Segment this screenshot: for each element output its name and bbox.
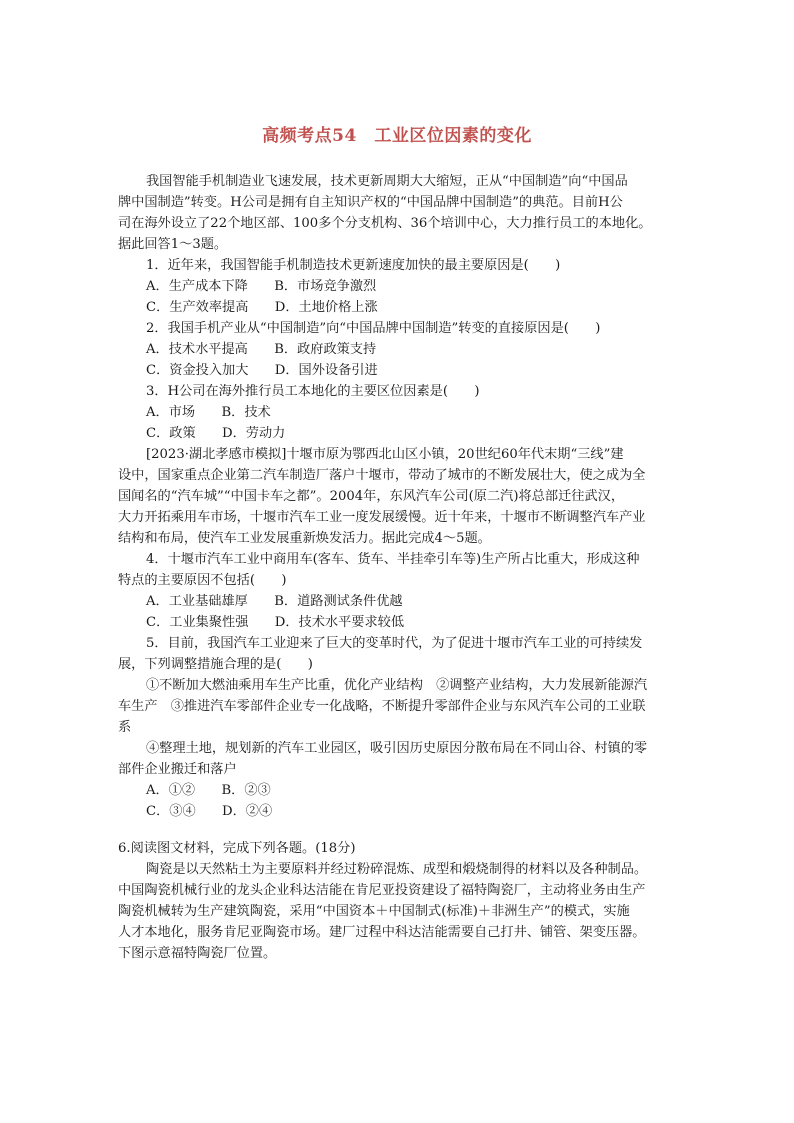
intro-passage-line: 牌中国制造”转变。H公司是拥有自主知识产权的“中国品牌中国制造”的典范。目前H公 [118, 195, 623, 210]
question-5-statement: 系 [118, 720, 132, 735]
shiyan-passage-line: 设中，国家重点企业第二汽车制造厂落户十堰市，带动了城市的不断发展壮大，使之成为全 [118, 468, 646, 483]
ceramics-passage-line: 人才本地化，服务肯尼亚陶瓷市场。建厂过程中科达洁能需要自己打井、铺管、架变压器。 [118, 925, 646, 940]
intro-passage-line: 据此回答1～3题。 [118, 237, 228, 252]
ceramics-passage-line: 下图示意福特陶瓷厂位置。 [118, 946, 277, 961]
question-4-options-cd: C．工业集聚性强 D．技术水平要求较低 [146, 615, 405, 630]
question-1: 1．近年来，我国智能手机制造技术更新速度加快的最主要原因是( ) [146, 258, 561, 273]
shiyan-passage-line: [2023·湖北孝感市模拟]十堰市原为鄂西北山区小镇，20世纪60年代末期“三线”建 [146, 447, 624, 462]
question-2-options-ab: A．技术水平提高 B．政府政策支持 [146, 342, 377, 357]
question-2-options-cd: C．资金投入加大 D．国外设备引进 [146, 363, 378, 378]
question-5: 5．目前，我国汽车工业迎来了巨大的变革时代，为了促进十堰市汽车工业的可持续发 [146, 636, 643, 651]
question-5-cont: 展，下列调整措施合理的是( ) [118, 657, 313, 672]
question-5-statement: 部件企业搬迁和落户 [118, 762, 237, 777]
ceramics-passage-line: 中国陶瓷机械行业的龙头企业科达洁能在肯尼亚投资建设了福特陶瓷厂，主动将业务由生产 [118, 883, 646, 898]
intro-passage-line: 司在海外设立了22个地区部、100多个分支机构、36个培训中心，大力推行员工的本地化。 [118, 216, 652, 231]
question-5-statement: 车生产 ③推进汽车零部件企业专一化战略，不断提升零部件企业与东风汽车公司的工业联 [118, 699, 646, 714]
shiyan-passage-line: 国闻名的“汽车城”“中国卡车之都”。2004年，东风汽车公司(原二汽)将总部迁往武汉， [118, 489, 625, 504]
question-1-options-cd: C．生产效率提高 D．土地价格上涨 [146, 300, 378, 315]
page-title: 高频考点54 工业区位因素的变化 [262, 126, 532, 146]
question-5-statement: ①不断加大燃油乘用车生产比重，优化产业结构 ②调整产业结构，大力发展新能源汽 [146, 678, 648, 693]
question-5-options-ab: A．①② B．②③ [146, 783, 271, 798]
shiyan-passage-line: 结构和布局，使汽车工业发展重新焕发活力。据此完成4～5题。 [118, 531, 491, 546]
question-5-options-cd: C．③④ D．②④ [146, 804, 273, 819]
intro-passage-line: 我国智能手机制造业飞速发展，技术更新周期大大缩短，正从“中国制造”向“中国品 [146, 174, 628, 189]
question-6: 6.阅读图文材料，完成下列各题。(18分) [118, 841, 356, 856]
question-4-options-ab: A．工业基础雄厚 B．道路测试条件优越 [146, 594, 403, 609]
ceramics-passage-line: 陶瓷机械转为生产建筑陶瓷，采用“中国资本＋中国制式(标准)＋非洲生产”的模式，实施 [118, 904, 630, 919]
question-5-statement: ④整理土地，规划新的汽车工业园区，吸引因历史原因分散布局在不同山谷、村镇的零 [146, 741, 648, 756]
question-4-cont: 特点的主要原因不包括( ) [118, 573, 287, 588]
question-3-options-ab: A．市场 B．技术 [146, 405, 271, 420]
question-2: 2．我国手机产业从“中国制造”向“中国品牌中国制造”转变的直接原因是( ) [146, 321, 601, 336]
question-1-options-ab: A．生产成本下降 B．市场竞争激烈 [146, 279, 377, 294]
question-3-options-cd: C．政策 D．劳动力 [146, 426, 286, 441]
question-3: 3．H公司在海外推行员工本地化的主要区位因素是( ) [146, 384, 480, 399]
ceramics-passage-line: 陶瓷是以天然粘土为主要原料并经过粉碎混炼、成型和煅烧制得的材料以及各种制品。 [146, 862, 648, 877]
question-4: 4．十堰市汽车工业中商用车(客车、货车、半挂牵引车等)生产所占比重大，形成这种 [146, 552, 640, 567]
shiyan-passage-line: 大力开拓乘用车市场，十堰市汽车工业一度发展缓慢。近十年来，十堰市不断调整汽车产业 [118, 510, 646, 525]
